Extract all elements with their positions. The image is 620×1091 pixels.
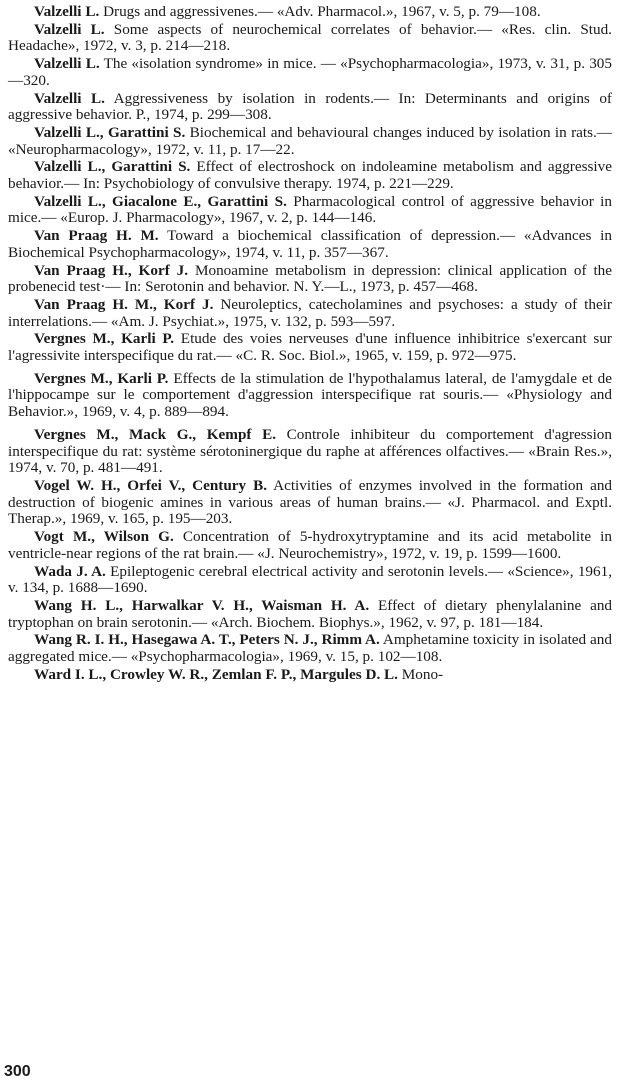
reference-authors: Vergnes M., Karli P. [34, 330, 175, 348]
page-number: 300 [4, 1063, 31, 1080]
reference-text: Drugs and aggressivenes.— «Adv. Pharmacol.», 1967, v. 5, p. 79—108. [99, 3, 541, 20]
reference-entry [8, 91, 612, 124]
reference-authors: Ward I. L., Crowley W. R., Zemlan F. P., Margules D. L. [34, 665, 398, 683]
reference-entry [8, 125, 612, 158]
reference-entry [8, 529, 612, 562]
reference-entry [8, 478, 612, 528]
reference-authors: Valzelli L. [34, 55, 100, 73]
reference-entry [8, 228, 612, 261]
reference-entry [8, 667, 612, 684]
reference-entry [8, 371, 612, 421]
reference-authors: Wang R. I. H., Hasegawa A. T., Peters N. J., Rimm A. [34, 631, 380, 649]
reference-authors: Vergnes M., Karli P. [34, 369, 169, 387]
reference-entry [8, 4, 612, 21]
reference-text: Epileptogenic cerebral electrical activity and serotonin levels.— «Science», 1961, v. 134, p. 1688—1690. [8, 562, 612, 597]
reference-text: Concentration of 5-hydroxytryptamine and its acid metabolite in ventricle-near regions of the rat brain.— «J. Neurochemistry», 1972, v. 19, p. 1599—1600. [8, 528, 612, 562]
reference-authors: Wada J. A. [34, 562, 106, 580]
reference-entry [8, 159, 612, 192]
reference-authors: Vogel W. H., Orfei V., Century B. [34, 476, 268, 494]
reference-authors: Valzelli L. [34, 3, 100, 20]
reference-authors: Valzelli L. [34, 20, 105, 38]
reference-entry [8, 194, 612, 227]
reference-entry [8, 22, 612, 55]
reference-authors: Valzelli L., Giacalone E., Garattini S. [34, 192, 287, 210]
reference-text: Pharmacological control of aggressive behavior in mice.— «Europ. J. Pharmacology», 1967, v. 2, p. 144—146. [8, 192, 612, 227]
reference-text: Monoamine metabolism in depression: clinical application of the probenecid test·— In: Serotonin and behavior. N. Y.—L., 1973, p. 457—468. [8, 261, 613, 296]
reference-authors: Vergnes M., Mack G., Kempf E. [34, 425, 277, 443]
reference-entry [8, 263, 612, 296]
reference-text: Activities of enzymes involved in the formation and destruction of biogenic amines in various areas of human brains.— «J. Pharmacol. and Exptl. Therap.», 1969, v. 165, p. 195—203. [8, 476, 613, 528]
reference-text: Neuroleptics, catecholamines and psychoses: a study of their interrelations.— «Am. J. Psychiat.», 1975, v. 132, p. 593—597. [8, 295, 612, 330]
reference-authors: Wang H. L., Harwalkar V. H., Waisman H. A. [34, 596, 370, 614]
reference-entry [8, 427, 612, 477]
reference-entry [8, 632, 612, 665]
reference-entry [8, 598, 612, 631]
reference-authors: Van Praag H. M., Korf J. [34, 295, 214, 313]
reference-text: Effects de la stimulation de l'hypothalamus lateral, de l'amygdale et de l'hippocampe sur le comportement d'aggression interspecifique rat souris.— «Physiology and Behavior.», 1969, v. 4, p. 889—894. [8, 369, 612, 421]
reference-authors: Valzelli L., Garattini S. [34, 123, 186, 141]
reference-text: Mono- [397, 665, 444, 683]
reference-authors: Valzelli L. [34, 89, 105, 107]
reference-authors: Van Praag H., Korf J. [34, 261, 189, 279]
reference-text: The «isolation syndrome» in mice. — «Psychopharmacologia», 1973, v. 31, p. 305—320. [8, 55, 612, 89]
reference-text: Aggressiveness by isolation in rodents.— In: Determinants and origins of aggressive behavior. P., 1974, p. 299—308. [8, 89, 612, 124]
reference-text: Amphetamine toxicity in isolated and aggregated mice.— «Psychopharmacologia», 1969, v. 15, p. 102—108. [8, 631, 612, 666]
reference-entry [8, 56, 612, 89]
reference-entry [8, 331, 612, 364]
reference-entry [8, 297, 612, 330]
reference-authors: Van Praag H. M. [34, 227, 159, 245]
reference-list [8, 4, 612, 683]
reference-text: Controle inhibiteur du comportement d'agression interspecifique du rat: système sérotoninergique du raphe at afférences olfactives.— «Brain Res.», 1974, v. 70, p. 481—491. [8, 425, 612, 477]
reference-text: Effect of electroshock on indoleamine metabolism and aggressive behavior.— In: Psychobiology of convulsive therapy. 1974, p. 221—229. [8, 158, 612, 193]
reference-text: Effect of dietary phenylalanine and tryptophan on brain serotonin.— «Arch. Biochem. Biophys.», 1962, v. 97, p. 181—184. [8, 596, 613, 631]
reference-authors: Vogt M., Wilson G. [34, 528, 174, 546]
reference-text: Toward a biochemical classification of depression.— «Advances in Biochemical Psychopharmacology», 1974, v. 11, p. 357—367. [8, 227, 612, 261]
bibliography-page [8, 4, 612, 684]
reference-text: Etude des voies nerveuses d'une influence inhibitrice s'exercant sur l'agressivite interspecifique du rat.— «C. R. Soc. Biol.», 1965, v. 159, p. 972—975. [8, 330, 612, 365]
reference-text: Some aspects of neurochemical correlates of behavior.— «Res. clin. Stud. Headache», 1972, v. 3, p. 214—218. [8, 20, 612, 55]
reference-text: Biochemical and behavioural changes induced by isolation in rats.— «Neuropharmacology», 1972, v. 11, p. 17—22. [8, 123, 612, 158]
reference-authors: Valzelli L., Garattini S. [34, 158, 191, 176]
reference-entry [8, 564, 612, 597]
